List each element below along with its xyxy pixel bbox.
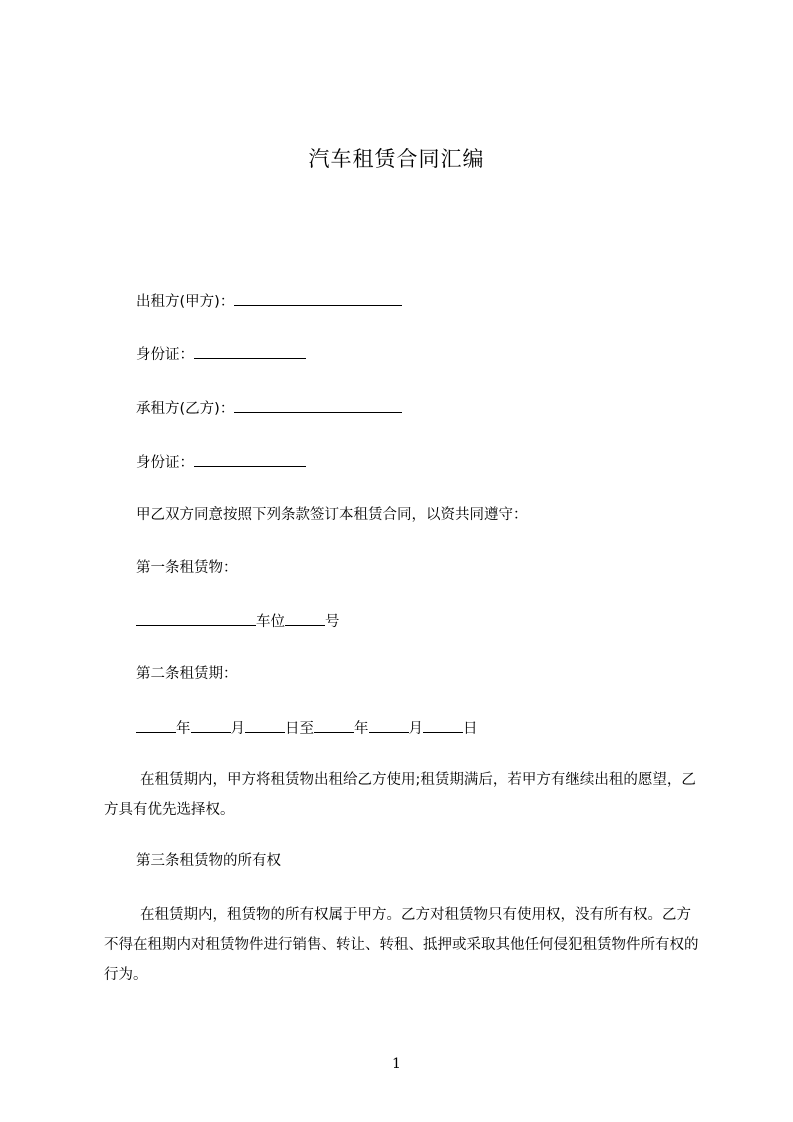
end-month-label: 月: [408, 721, 423, 737]
start-day-blank: [245, 718, 285, 733]
start-month-label: 月: [230, 721, 245, 737]
document-title: 汽车租赁合同汇编: [308, 147, 485, 171]
end-year-blank: [314, 718, 354, 733]
end-month-blank: [369, 718, 409, 733]
lessor-id-label: 身份证：: [136, 347, 194, 363]
end-year-label: 年: [354, 721, 369, 737]
end-day-blank: [423, 718, 463, 733]
lessee-id-label: 身份证：: [136, 455, 194, 471]
article3-paragraph: 在租赁期内，租赁物的所有权属于甲方。乙方对租赁物只有使用权，没有所有权。乙方不得在租期内对租赁物件进行销售、转让、转租、抵押或采取其他任何侵犯租赁物件所有权的行为。: [104, 907, 699, 983]
lessee-id-blank: [194, 452, 306, 467]
article3-heading: 第三条租赁物的所有权: [136, 853, 281, 869]
start-month-blank: [191, 718, 231, 733]
preamble: 甲乙双方同意按照下列条款签订本租赁合同，以资共同遵守：: [136, 507, 528, 523]
lessee-line: [136, 398, 402, 419]
unit-label: 车位: [256, 614, 285, 630]
lessor-id-blank: [194, 344, 306, 359]
lessee-blank: [234, 398, 402, 413]
unit-number-blank: [285, 611, 325, 626]
start-year-label: 年: [176, 721, 191, 737]
number-label: 号: [325, 614, 340, 630]
article1-item-line: [136, 611, 340, 632]
article1-heading: 第一条租赁物：: [136, 560, 238, 576]
end-day-label: 日: [463, 721, 478, 737]
start-day-to-label: 日至: [285, 721, 314, 737]
lessor-blank: [234, 291, 402, 306]
article2-heading: 第二条租赁期：: [136, 666, 238, 682]
lessee-label: 承租方(乙方)：: [136, 401, 235, 417]
lessor-label: 出租方(甲方)：: [136, 294, 235, 310]
lessee-id-line: [136, 452, 306, 473]
location-blank: [136, 611, 256, 626]
start-year-blank: [136, 718, 176, 733]
article2-paragraph: 在租赁期内，甲方将租赁物出租给乙方使用;租赁期满后，若甲方有继续出租的愿望，乙方具有优先选择权。: [104, 772, 696, 818]
lessor-id-line: [136, 344, 306, 365]
lease-dates-line: [136, 718, 478, 739]
lessor-line: [136, 291, 402, 312]
page-number: 1: [392, 1056, 401, 1072]
